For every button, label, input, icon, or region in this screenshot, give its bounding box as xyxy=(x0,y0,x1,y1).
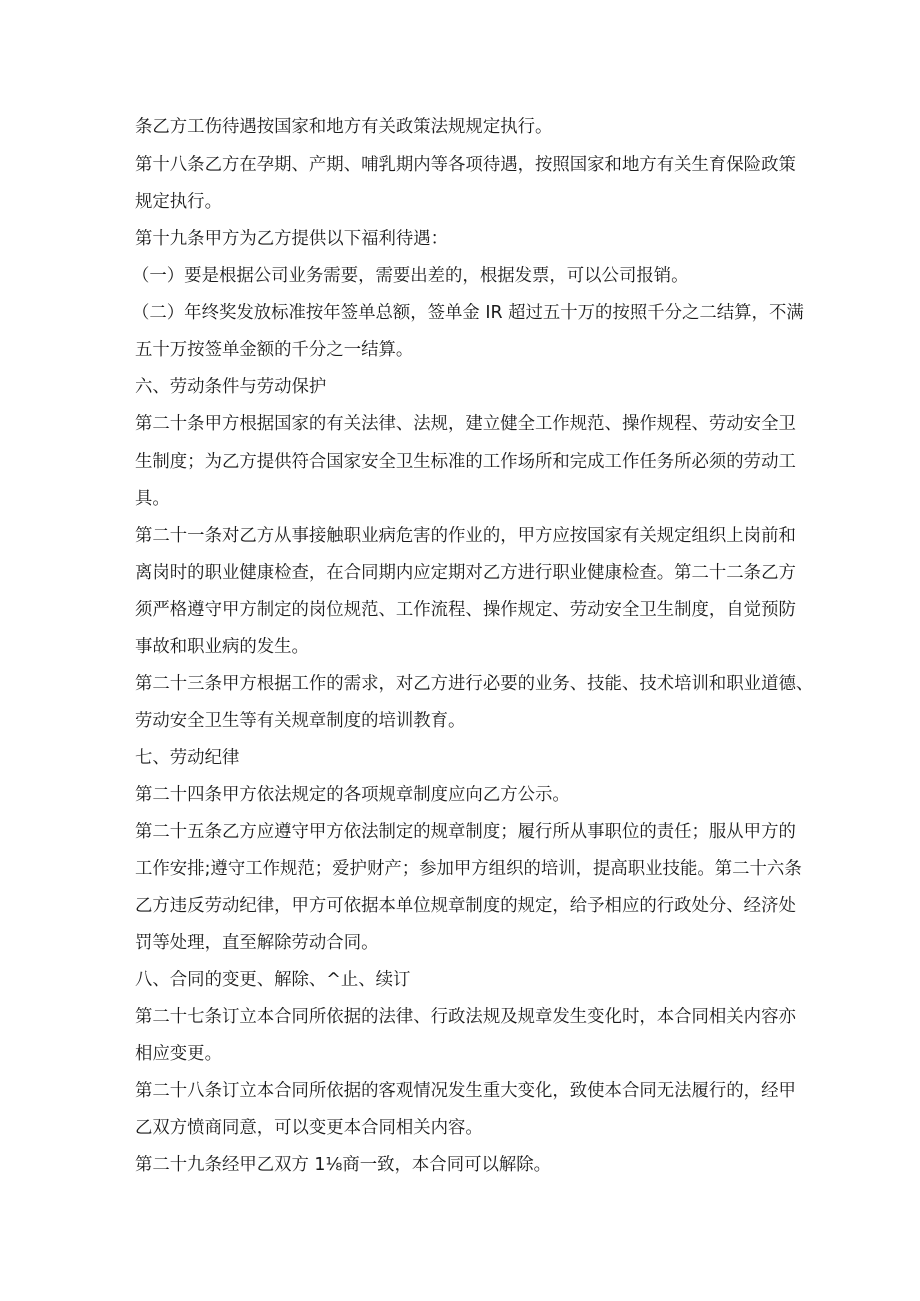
text-line: 第二十条甲方根据国家的有关法律、法规，建立健全工作规范、操作规程、劳动安全卫 xyxy=(135,414,796,434)
text-line: 第十九条甲方为乙方提供以下福利待遇： xyxy=(135,229,449,249)
text-line: 事故和职业病的发生。 xyxy=(135,637,309,657)
text-line: 乙双方愤商同意，可以变更本合同相关内容。 xyxy=(135,1118,483,1138)
text-line: 条乙方工伤待遇按国家和地方有关政策法规规定执行。 xyxy=(135,117,553,137)
text-line: （一）要是根据公司业务需要，需要出差的，根据发票，可以公司报销。 xyxy=(132,266,689,286)
section-heading: 八、合同的变更、解除、^止、续订 xyxy=(135,970,411,990)
text-line: 劳动安全卫生等有关规章制度的培训教育。 xyxy=(135,711,466,731)
text-line: 第二十五条乙方应遵守甲方依法制定的规章制度；履行所从事职位的责任；服从甲方的 xyxy=(135,822,796,842)
section-heading: 七、劳动纪律 xyxy=(135,748,240,768)
text-line: 生制度；为乙方提供符合国家安全卫生标准的工作场所和完成工作任务所必须的劳动工 xyxy=(135,452,796,472)
text-line: 罚等处理，直至解除劳动合同。 xyxy=(135,933,379,953)
text-line: 规定执行。 xyxy=(135,192,222,212)
text-line: 第二十九条经甲乙双方 1⅛商一致，本合同可以解除。 xyxy=(135,1155,552,1175)
text-line: 离岗时的职业健康检查，在合同期内应定期对乙方进行职业健康检查。第二十二条乙方 xyxy=(135,563,796,583)
text-line: 第二十三条甲方根据工作的需求，对乙方进行必要的业务、技能、技术培训和职业道德、 xyxy=(135,674,814,694)
text-line: 具。 xyxy=(135,489,170,509)
text-line: 第二十四条甲方依法规定的各项规章制度应向乙方公示。 xyxy=(135,785,570,805)
text-line: （二）年终奖发放标准按年签单总额，签单金 IR 超过五十万的按照千分之二结算，不满 xyxy=(132,303,804,323)
section-heading: 六、劳动条件与劳动保护 xyxy=(135,377,327,397)
text-line: 工作安排;遵守工作规范；爱护财产；参加甲方组织的培训，提高职业技能。第二十六条 xyxy=(135,859,802,879)
text-line: 第二十一条对乙方从事接触职业病危害的作业的，甲方应按国家有关规定组织上岗前和 xyxy=(135,526,796,546)
text-line: 须严格遵守甲方制定的岗位规范、工作流程、操作规定、劳动安全卫生制度，自觉预防 xyxy=(135,600,796,620)
text-line: 第二十八条订立本合同所依据的客观情况发生重大变化，致使本合同无法履行的，经甲 xyxy=(135,1081,796,1101)
text-line: 五十万按签单金额的千分之一结算。 xyxy=(135,340,414,360)
text-line: 乙方违反劳动纪律，甲方可依据本单位规章制度的规定，给予相应的行政处分、经济处 xyxy=(135,896,796,916)
text-line: 相应变更。 xyxy=(135,1044,222,1064)
text-line: 第十八条乙方在孕期、产期、哺乳期内等各项待遇，按照国家和地方有关生育保险政策 xyxy=(135,155,796,175)
text-line: 第二十七条订立本合同所依据的法律、行政法规及规章发生变化时，本合同相关内容亦 xyxy=(135,1007,796,1027)
